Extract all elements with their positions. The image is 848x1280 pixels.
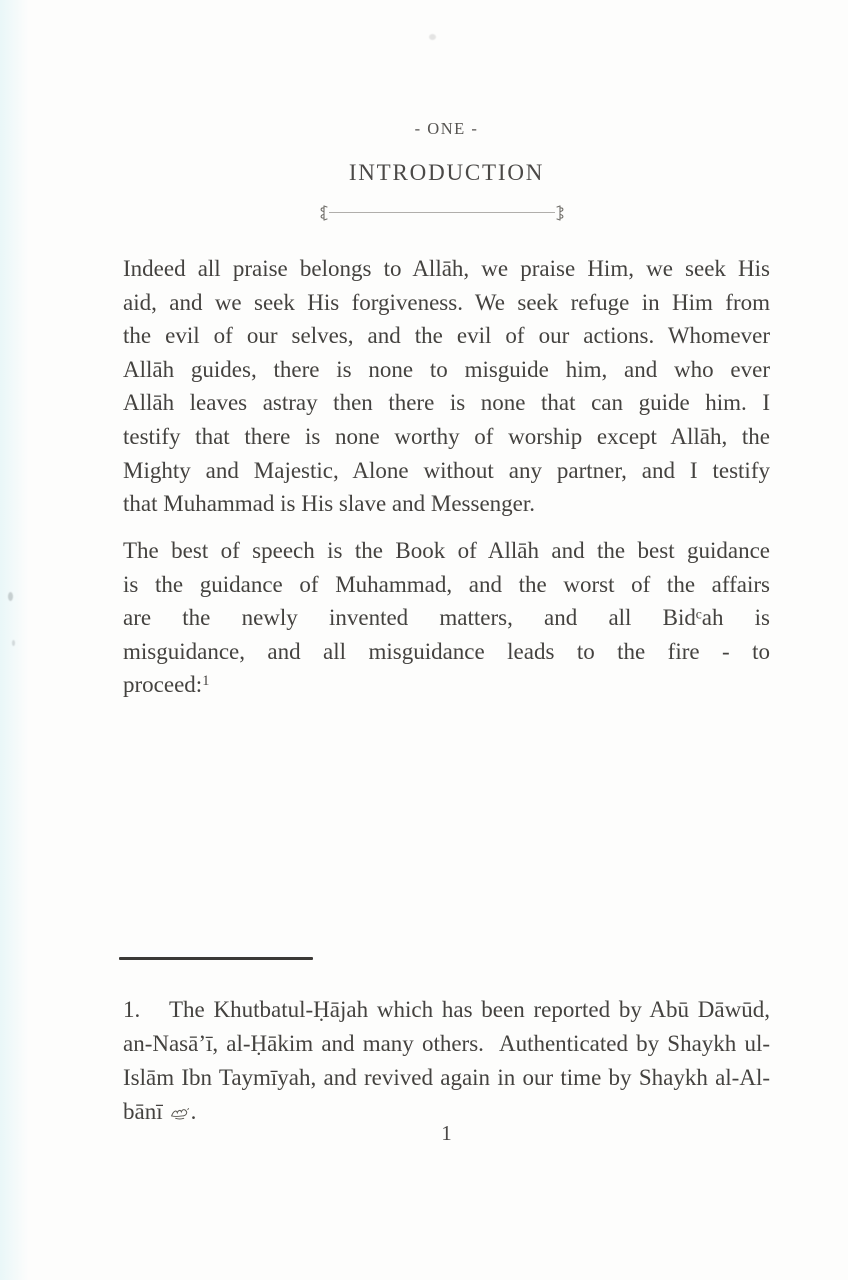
text-line: testify that there is none worthy of worship except Allāh, the <box>123 423 770 449</box>
text-line: are the newly invented matters, and all Bidᶜah is <box>123 605 770 631</box>
scan-speck <box>429 34 436 40</box>
chapter-label: - ONE - <box>414 119 479 138</box>
text-line: misguidance, and all misguidance leads to the fire - to <box>123 638 770 664</box>
rahimahullah-calligraphy-icon <box>170 1105 191 1122</box>
paragraph-2 <box>123 534 770 706</box>
text-line: Allāh guides, there is none to misguide him, and who ever <box>123 356 770 382</box>
text-line: The best of speech is the Book of Allāh and the best guidance <box>123 538 770 563</box>
scan-speck <box>8 592 13 601</box>
footnote-text: . <box>190 1099 197 1124</box>
text-line: is the guidance of Muhammad, and the worst of the affairs <box>123 571 770 597</box>
text-line: Allāh leaves astray then there is none that can guide him. I <box>123 390 770 416</box>
ornamental-divider <box>318 203 566 223</box>
text-line: aid, and we seek His forgiveness. We seek refuge in Him from <box>123 289 770 315</box>
text-line: Indeed all praise belongs to Allāh, we praise Him, we seek His <box>123 256 770 281</box>
paragraph-1 <box>123 252 770 521</box>
footnote-line <box>123 993 770 1027</box>
footnote-number: 1. <box>123 997 141 1022</box>
footnote-text: The Khutbatul-Ḥājah which has been reported by Abū Dāwūd, <box>169 997 770 1022</box>
footnote-line: an-Nasā’ī, al-Ḥākim and many others. Authenticated by Shaykh ul- <box>123 1031 770 1056</box>
page-number: 1 <box>441 1121 452 1145</box>
fleuron-ornament-icon <box>554 204 566 222</box>
paragraph-end-text: proceed: <box>123 672 203 698</box>
footnote-separator-rule <box>119 957 313 960</box>
fleuron-ornament-icon <box>318 204 330 222</box>
text-line <box>123 668 770 706</box>
footnote-block <box>123 993 770 1129</box>
text-line: Mighty and Majestic, Alone without any partner, and I testify <box>123 457 770 483</box>
footnote-line: Islām Ibn Taymīyah, and revived again in our time by Shaykh al-Al- <box>123 1065 770 1090</box>
text-line: that Muhammad is His slave and Messenger. <box>123 491 536 517</box>
page-title: INTRODUCTION <box>348 160 545 185</box>
scan-edge-tint <box>0 0 34 1280</box>
footnote-reference: 1 <box>202 672 210 689</box>
scan-speck <box>12 640 15 646</box>
divider-line <box>329 212 555 213</box>
text-line: the evil of our selves, and the evil of our actions. Whomever <box>123 323 770 349</box>
footnote-text: bānī <box>123 1099 163 1124</box>
